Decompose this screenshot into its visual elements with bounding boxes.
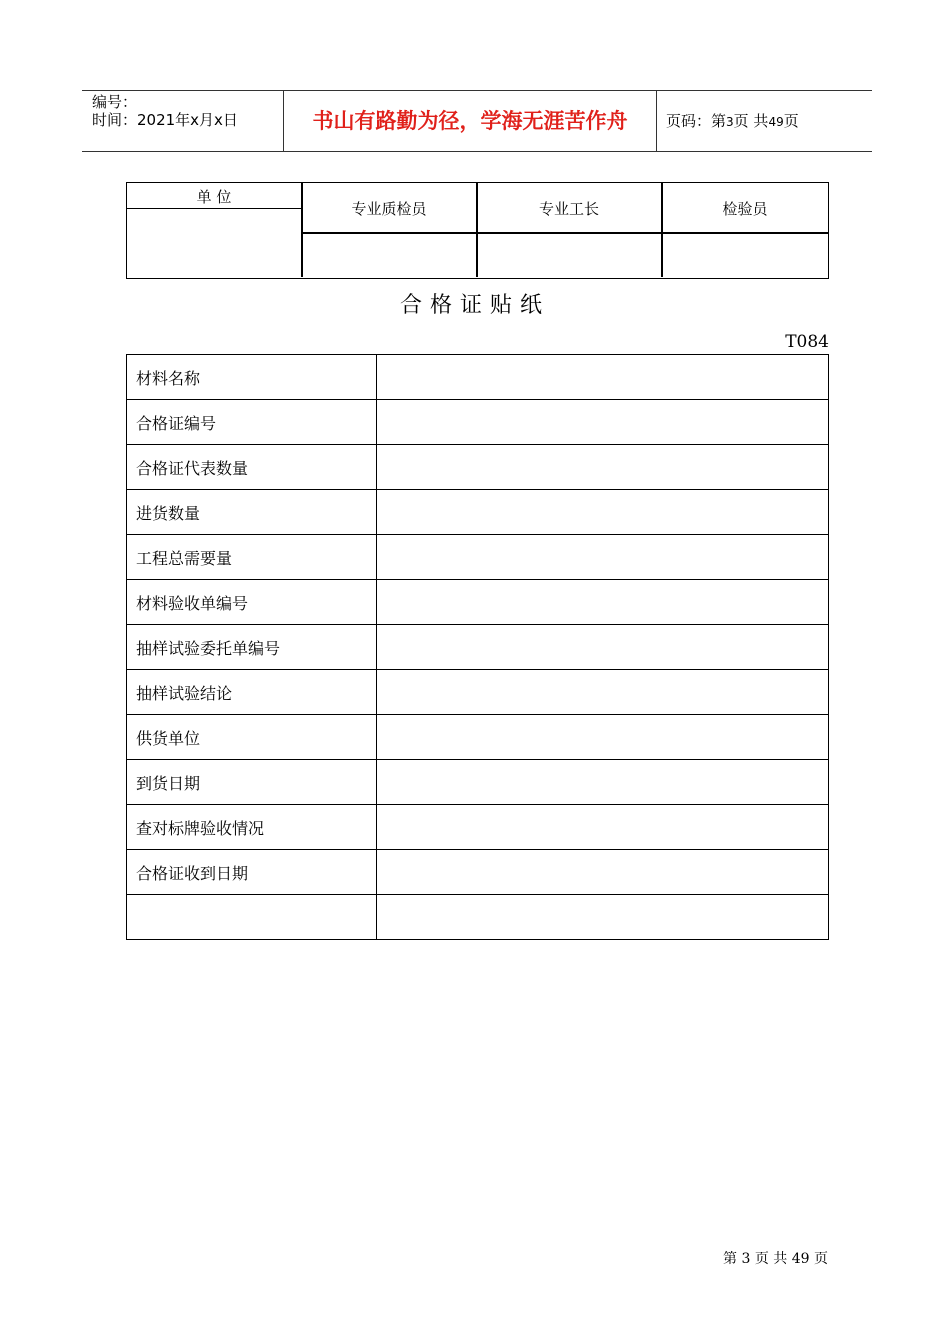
table-row: [127, 400, 829, 445]
certificate-table: [126, 354, 829, 940]
table-row: [127, 535, 829, 580]
sig-unit-underline: [127, 208, 302, 209]
row-label: [127, 895, 377, 940]
row-value: [377, 355, 829, 400]
row-value: [377, 760, 829, 805]
sig-unit-label: 单 位: [196, 188, 232, 206]
page-current: 3: [726, 115, 734, 129]
table-row: [127, 625, 829, 670]
row-label: 抽样试验结论: [127, 670, 377, 715]
row-label: 合格证编号: [127, 400, 377, 445]
document-title: 合格证贴纸: [399, 293, 550, 318]
row-label: 材料验收单编号: [127, 580, 377, 625]
row-label: 查对标牌验收情况: [127, 805, 377, 850]
sig-foreman-label: 专业工长: [538, 200, 599, 218]
table-row: [127, 490, 829, 535]
row-label: 抽样试验委托单编号: [127, 625, 377, 670]
row-value: [377, 805, 829, 850]
sig-hline: [302, 232, 828, 234]
row-label: 合格证代表数量: [127, 445, 377, 490]
page-total: 49: [768, 115, 784, 129]
page-prefix: 页码：第: [666, 112, 727, 130]
header-page-number: [666, 91, 799, 151]
row-label: 合格证收到日期: [127, 850, 377, 895]
row-value: [377, 580, 829, 625]
header-divider-right: [656, 91, 657, 151]
table-row: [127, 805, 829, 850]
row-label: 供货单位: [127, 715, 377, 760]
page-suffix: 页: [783, 112, 799, 130]
table-row: [127, 580, 829, 625]
row-value: [377, 490, 829, 535]
sig-inspector-label: 检验员: [722, 200, 768, 218]
row-label: 进货数量: [127, 490, 377, 535]
document-code: T084: [785, 332, 829, 352]
table-row: [127, 715, 829, 760]
row-value: [377, 535, 829, 580]
document-number-label: 编号：: [92, 93, 138, 111]
page-mid: 页 共: [733, 112, 769, 130]
row-value: [377, 850, 829, 895]
table-row: [127, 445, 829, 490]
table-row: [127, 670, 829, 715]
row-value: [377, 670, 829, 715]
document-time: 时间：2021年x月x日: [92, 111, 238, 129]
table-row: [127, 850, 829, 895]
row-value: [377, 445, 829, 490]
row-label: 材料名称: [127, 355, 377, 400]
table-row: [127, 760, 829, 805]
signature-table: [126, 182, 829, 279]
page-footer: 第 3 页 共 49 页: [723, 1251, 828, 1267]
header-meta: [92, 93, 238, 129]
table-row: [127, 355, 829, 400]
row-label: 工程总需要量: [127, 535, 377, 580]
table-row: [127, 895, 829, 940]
header-motto: 书山有路勤为径，学海无涯苦作舟: [312, 109, 628, 133]
row-value: [377, 625, 829, 670]
row-value: [377, 715, 829, 760]
row-label: 到货日期: [127, 760, 377, 805]
sig-quality-inspector-label: 专业质检员: [351, 200, 427, 218]
row-value: [377, 400, 829, 445]
page-header: [82, 90, 872, 152]
row-value: [377, 895, 829, 940]
